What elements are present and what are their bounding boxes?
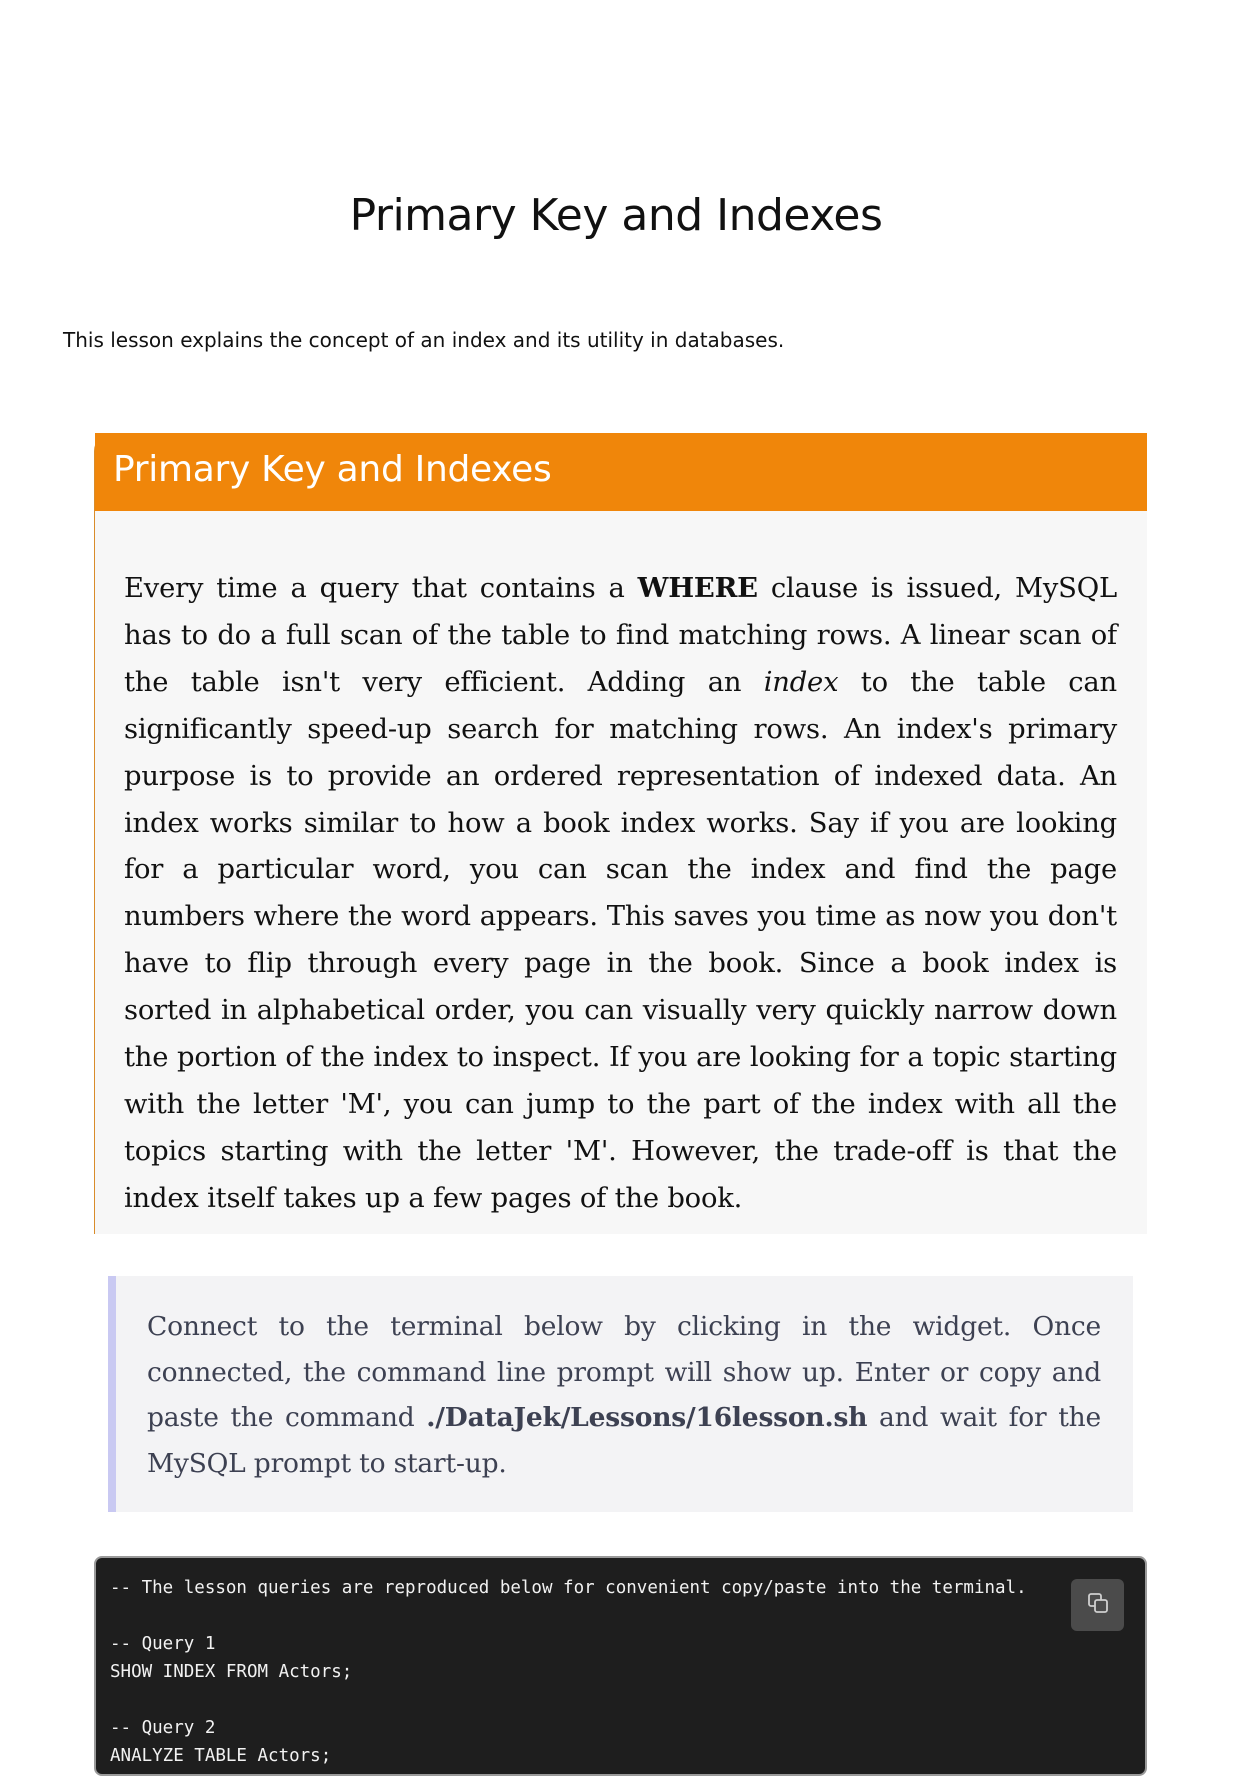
code-line: -- Query 1 bbox=[110, 1634, 216, 1654]
code-line: -- The lesson queries are reproduced below for convenient copy/paste into the terminal. bbox=[110, 1578, 1027, 1598]
card-header: Primary Key and Indexes bbox=[95, 433, 1147, 511]
note-text-part-1: Connect to the terminal below by clicking in the widget. Once connected, the command line prompt will show up. Enter or copy and paste the command bbox=[147, 1311, 1101, 1433]
code-block[interactable] bbox=[94, 1556, 1147, 1776]
card-text-part-3: to the table can significantly speed-up search for matching rows. An index's primary purpose is to provide an ordered representation of indexed data. An index works similar to how a book index works. Say if you are looking for a particular word, you can scan the index and find the page numbers where the word appears. This saves you time as now you don't have to flip through every page in the book. Since a book index is sorted in alphabetical order, you can visually very quickly narrow down the portion of the index to inspect. If you are looking for a topic starting with the letter 'M', you can jump to the part of the index with all the topics starting with the letter 'M'. However, the trade-off is that the index itself takes up a few pages of the book. bbox=[124, 666, 1117, 1214]
code-line: ANALYZE TABLE Actors; bbox=[110, 1746, 332, 1766]
copy-button[interactable] bbox=[1071, 1579, 1124, 1631]
card-body bbox=[95, 511, 1147, 1223]
code-line bbox=[110, 1602, 1145, 1630]
lesson-card bbox=[94, 433, 1147, 1234]
terminal-instructions-note bbox=[108, 1276, 1133, 1512]
lesson-description: This lesson explains the concept of an index and its utility in databases. bbox=[63, 328, 785, 352]
code-line: -- Query 2 bbox=[110, 1718, 216, 1738]
lesson-command: ./DataJek/Lessons/16lesson.sh bbox=[426, 1402, 868, 1433]
copy-icon bbox=[1086, 1591, 1110, 1619]
where-keyword: WHERE bbox=[637, 572, 758, 604]
code-line bbox=[110, 1686, 1145, 1714]
note-text-part-2: and wait for the MySQL prompt to start-up. bbox=[147, 1402, 1101, 1479]
page-title: Primary Key and Indexes bbox=[349, 190, 883, 241]
card-text-part-2: clause is issued, MySQL has to do a full scan of the table to find matching rows. A linear scan of the table isn't very efficient. Adding an bbox=[124, 573, 1117, 698]
code-line: SHOW INDEX FROM Actors; bbox=[110, 1662, 353, 1682]
card-text-part-1: Every time a query that contains a bbox=[124, 573, 638, 604]
index-term: index bbox=[763, 666, 839, 698]
